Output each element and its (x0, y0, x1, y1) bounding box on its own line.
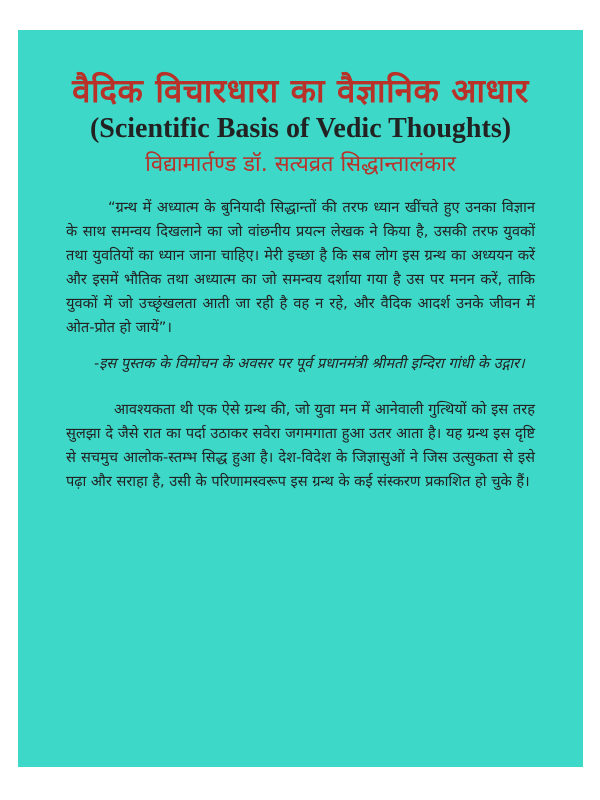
author-name: विद्यामार्तण्ड डॉ. सत्यव्रत सिद्धान्तालंकार (145, 151, 456, 177)
quote-paragraph: “ग्रन्थ में अध्यात्म के बुनियादी सिद्धान्तों की तरफ ध्यान खींचते हुए उनका विज्ञान के साथ समन्वय दिखलाने का जो वांछनीय प्रयत्न लेखक ने किया है, उसकी तरफ युवकों तथा युवतियों का ध्यान जाना चाहिए। मेरी इच्छा है कि सब लोग इस ग्रन्थ का अध्ययन करें और इसमें भौतिक तथा अध्यात्म का जो समन्वय दर्शाया गया है उस पर मनन करें, ताकि युवकों में जो उच्छृंखलता आती जा रही है वह न रहे, और वैदिक आदर्श उनके जीवन में ओत-प्रोत हो जायें”। (66, 198, 535, 336)
title-hindi: वैदिक विचारधारा का वैज्ञानिक आधार (72, 71, 529, 110)
book-back-cover (18, 30, 583, 767)
quote-attribution: -इस पुस्तक के विमोचन के अवसर पर पूर्व प्रधानमंत्री श्रीमती इन्दिरा गांधी के उद्गार। (94, 354, 525, 372)
description-paragraph: आवश्यकता थी एक ऐसे ग्रन्थ की, जो युवा मन में आनेवाली गुत्थियों को इस तरह सुलझा दे जैसे रात का पर्दा उठाकर सवेरा जगमगाता हुआ उतर आता है। यह ग्रन्थ इस दृष्टि से सचमुच आलोक-स्तम्भ सिद्ध हुआ है। देश-विदेश के जिज्ञासुओं ने जिस उत्सुकता से इसे पढ़ा और सराहा है, उसी के परिणामस्वरूप इस ग्रन्थ के कई संस्करण प्रकाशित हो चुके हैं। (66, 400, 535, 490)
title-english: (Scientific Basis of Vedic Thoughts) (89, 112, 512, 144)
